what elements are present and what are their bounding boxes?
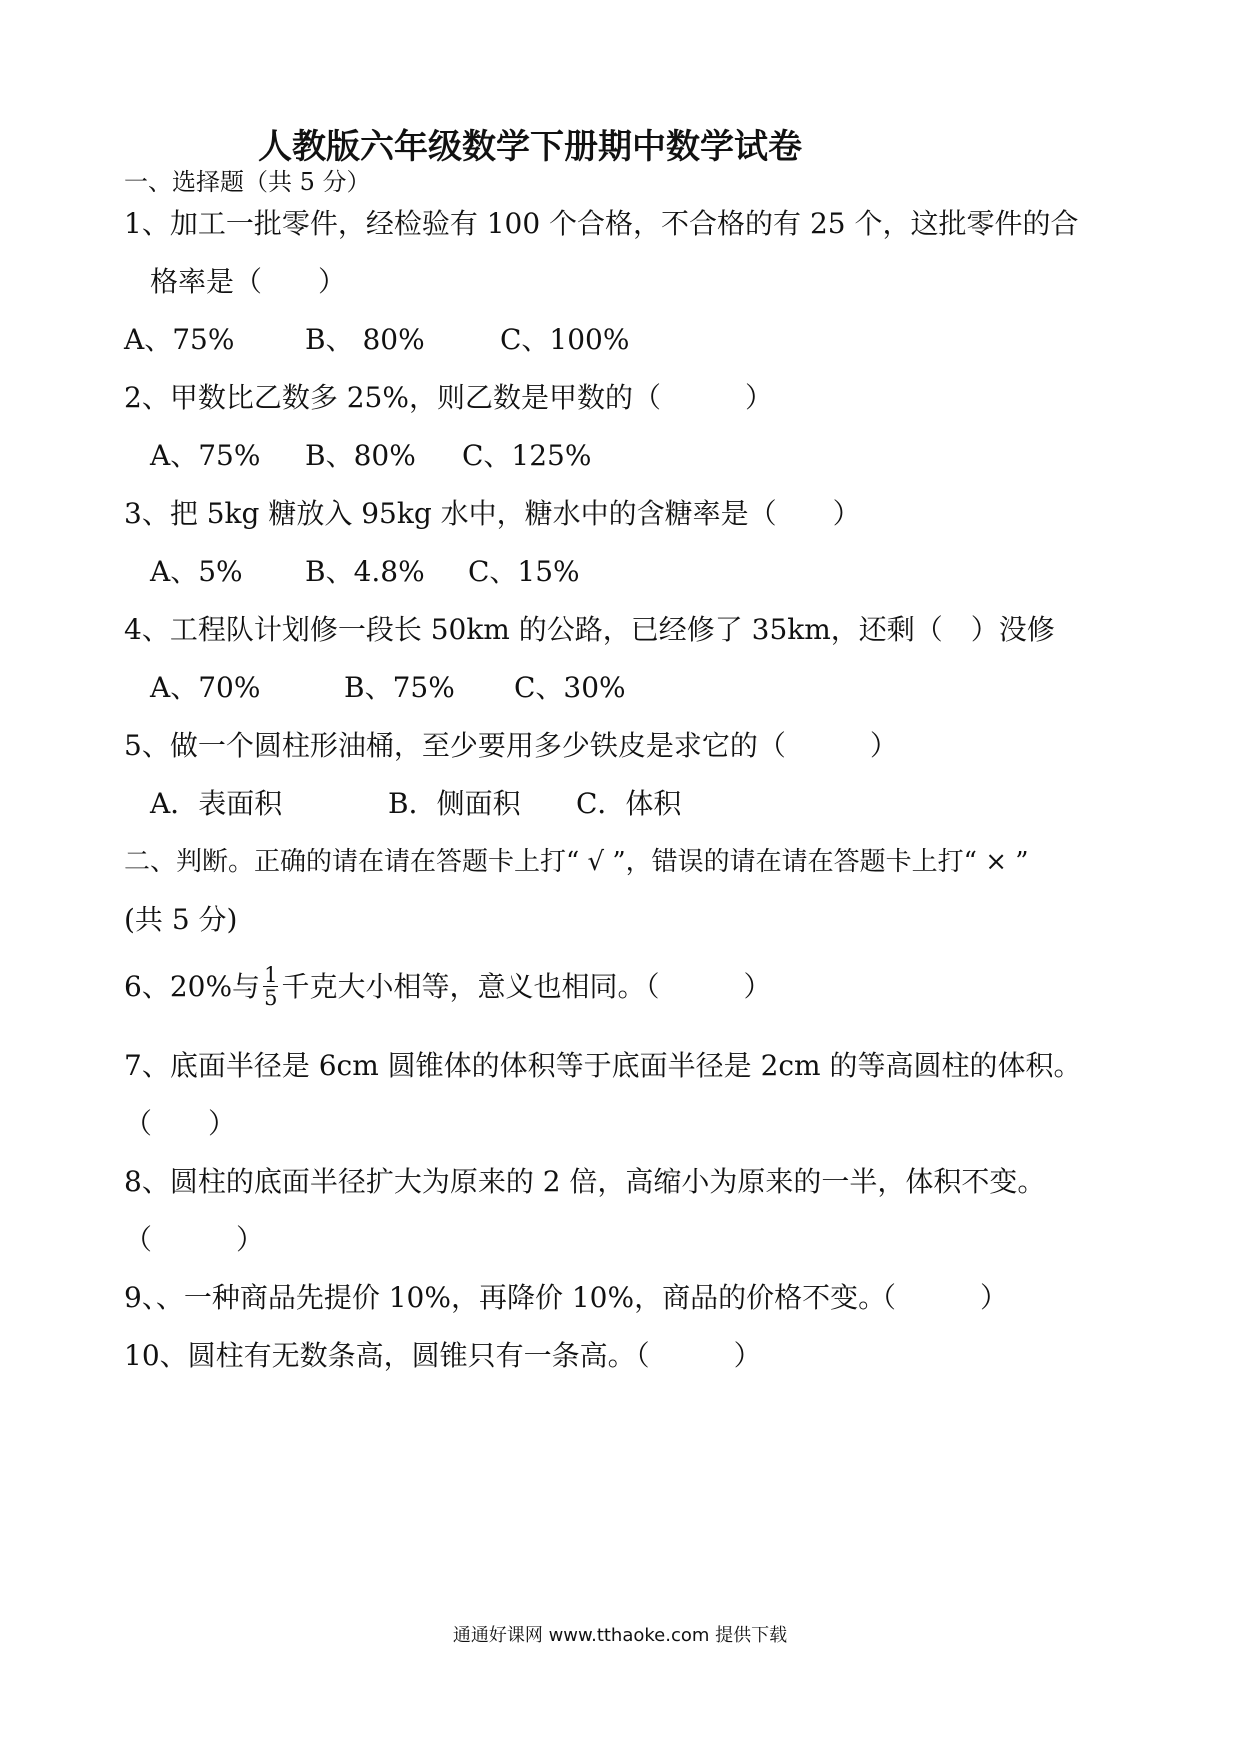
- question-6-prefix: 6、20%与: [124, 970, 261, 1003]
- question-2-option-c: C、125%: [462, 439, 592, 472]
- question-1-option-c: C、100%: [500, 323, 630, 356]
- section-heading-judgment-points: (共 5 分): [124, 903, 238, 936]
- question-4-option-c: C、30%: [514, 671, 626, 704]
- question-7-blank: （ ）: [124, 1107, 237, 1140]
- question-9-text: 9、、一种商品先提价 10%，再降价 10%，商品的价格不变。: [124, 1281, 887, 1314]
- question-1-option-b: B、 80%: [305, 323, 425, 356]
- question-2-option-a: A、75%: [150, 439, 261, 472]
- question-10-text: 10、圆柱有无数条高，圆锥只有一条高。（ ）: [124, 1339, 762, 1372]
- question-5-option-a: A．表面积: [150, 787, 283, 820]
- footer-source: 通通好课网 www.tthaoke.com 提供下载: [452, 1625, 788, 1646]
- section-heading-judgment: 二、判断。正确的请在请在答题卡上打“ √ ”，错误的请在请在答题卡上打“ × ”: [124, 847, 1029, 877]
- question-9-blank: （ ）: [868, 1281, 1009, 1314]
- question-6-suffix: 千克大小相等，意义也相同。（ ）: [281, 970, 772, 1003]
- fraction-one-fifth: [263, 964, 278, 1009]
- question-3-option-b: B、4.8%: [305, 555, 425, 588]
- fraction-numerator: 1: [264, 963, 278, 987]
- question-8-line-1: 8、圆柱的底面半径扩大为原来的 2 倍，高缩小为原来的一半，体积不变。: [124, 1165, 1046, 1198]
- question-5-option-b: B．侧面积: [388, 787, 521, 820]
- question-3-option-a: A、5%: [150, 555, 243, 588]
- question-4-option-a: A、70%: [150, 671, 261, 704]
- question-3-option-c: C、15%: [468, 555, 580, 588]
- question-2-text: 2、甲数比乙数多 25%，则乙数是甲数的（ ）: [124, 381, 773, 414]
- question-4-text: 4、工程队计划修一段长 50km 的公路，已经修了 35km，还剩（ ）没修: [124, 613, 1055, 646]
- question-7-line-1: 7、底面半径是 6cm 圆锥体的体积等于底面半径是 2cm 的等高圆柱的体积。: [124, 1049, 1082, 1082]
- question-1-line-1: 1、加工一批零件，经检验有 100 个合格，不合格的有 25 个，这批零件的合: [124, 207, 1079, 240]
- question-8-blank: （ ）: [124, 1223, 265, 1256]
- question-6: [124, 963, 772, 1011]
- question-5-text: 5、做一个圆柱形油桶，至少要用多少铁皮是求它的（ ）: [124, 729, 898, 762]
- question-2-option-b: B、80%: [305, 439, 416, 472]
- fraction-denominator: 5: [264, 986, 278, 1010]
- question-5-option-c: C．体积: [576, 787, 682, 820]
- question-1-option-a: A、75%: [124, 323, 235, 356]
- question-4-option-b: B、75%: [344, 671, 455, 704]
- section-heading-choice: 一、选择题（共 5 分）: [124, 168, 371, 196]
- page-title: 人教版六年级数学下册期中数学试卷: [258, 127, 802, 167]
- question-3-text: 3、把 5kg 糖放入 95kg 水中，糖水中的含糖率是（ ）: [124, 497, 861, 530]
- question-1-line-2: 格率是（ ）: [150, 265, 347, 298]
